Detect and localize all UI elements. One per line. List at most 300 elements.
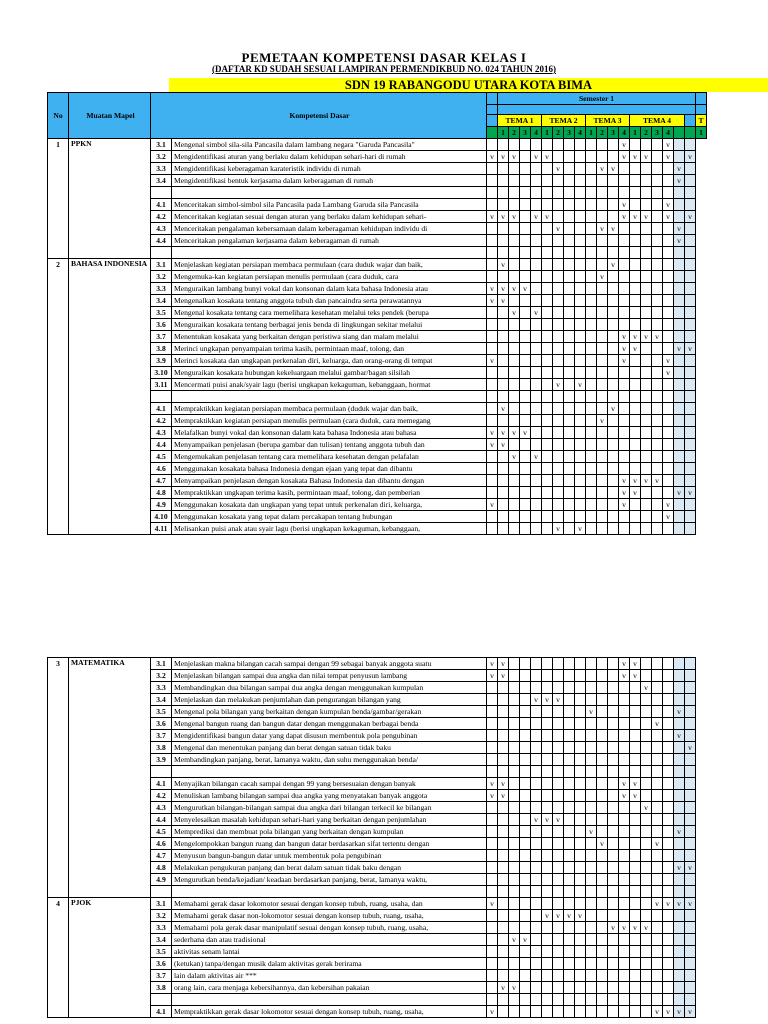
- check-cell: [586, 730, 597, 742]
- check-cell: [498, 802, 509, 814]
- kd-description: Mengemukakan penjelasan tentang cara memelihara kesehatan dengan pelafalan: [172, 451, 487, 463]
- mapping-table-bottom: [47, 657, 696, 1018]
- header-tema1: TEMA 1: [498, 115, 542, 127]
- check-cell: [575, 1006, 586, 1018]
- check-cell: [575, 283, 586, 295]
- check-cell: [641, 259, 652, 271]
- check-cell: [685, 391, 696, 403]
- check-cell: [586, 886, 597, 898]
- header-week-number: 1: [542, 127, 553, 139]
- check-cell: [608, 862, 619, 874]
- check-cell: [641, 319, 652, 331]
- check-cell: [641, 838, 652, 850]
- kd-code: 4.6: [151, 463, 172, 475]
- check-cell: [641, 1006, 652, 1018]
- check-cell: [685, 511, 696, 523]
- check-cell: [498, 694, 509, 706]
- check-cell: [608, 790, 619, 802]
- check-cell: [498, 487, 509, 499]
- check-cell: [608, 451, 619, 463]
- check-cell: [663, 874, 674, 886]
- check-cell: [652, 994, 663, 1006]
- check-cell: [619, 283, 630, 295]
- check-cell: [641, 199, 652, 211]
- check-cell: [564, 778, 575, 790]
- check-cell: [487, 487, 498, 499]
- check-cell: [586, 175, 597, 187]
- kd-description: Menjelaskan bilangan sampai dua angka dan nilai tempat penyusun lambang: [172, 670, 487, 682]
- check-cell: [575, 367, 586, 379]
- kd-description: Membandingkan panjang, berat, lamanya waktu, dan suhu menggunakan benda/: [172, 754, 487, 766]
- check-cell: [619, 163, 630, 175]
- check-cell: [685, 838, 696, 850]
- check-cell: [630, 511, 641, 523]
- check-cell: [553, 199, 564, 211]
- check-cell: [652, 367, 663, 379]
- check-cell: v: [619, 343, 630, 355]
- kd-description: Menggunakan kosakata dan ungkapan yang tepat untuk perkenalan diri, keluarga,: [172, 499, 487, 511]
- check-cell: [630, 802, 641, 814]
- check-cell: [630, 247, 641, 259]
- check-cell: [498, 163, 509, 175]
- check-cell: [597, 862, 608, 874]
- check-cell: [520, 790, 531, 802]
- check-cell: [575, 403, 586, 415]
- check-cell: [509, 175, 520, 187]
- check-cell: [652, 934, 663, 946]
- check-cell: [652, 175, 663, 187]
- check-cell: [597, 790, 608, 802]
- check-cell: [663, 319, 674, 331]
- kd-description: Menjelaskan dan melakukan penjumlahan dan pengurangan bilangan yang: [172, 694, 487, 706]
- check-cell: [685, 718, 696, 730]
- check-cell: [498, 718, 509, 730]
- check-cell: [520, 523, 531, 535]
- check-cell: [564, 451, 575, 463]
- check-cell: [487, 934, 498, 946]
- check-cell: [641, 946, 652, 958]
- check-cell: [685, 463, 696, 475]
- check-cell: [674, 523, 685, 535]
- check-cell: [498, 343, 509, 355]
- check-cell: [630, 463, 641, 475]
- check-cell: [542, 778, 553, 790]
- check-cell: [597, 451, 608, 463]
- check-cell: [685, 223, 696, 235]
- check-cell: [586, 187, 597, 199]
- check-cell: [674, 499, 685, 511]
- header-no: No: [48, 93, 69, 139]
- check-cell: [619, 391, 630, 403]
- check-cell: [542, 271, 553, 283]
- check-cell: [685, 271, 696, 283]
- kd-description: Menuliskan lambang bilangan sampai dua angka yang menyatakan banyak anggota: [172, 790, 487, 802]
- check-cell: [608, 151, 619, 163]
- check-cell: v: [663, 211, 674, 223]
- check-cell: [575, 463, 586, 475]
- check-cell: [619, 730, 630, 742]
- check-cell: [586, 994, 597, 1006]
- check-cell: [597, 850, 608, 862]
- check-cell: [586, 451, 597, 463]
- check-cell: [509, 898, 520, 910]
- check-cell: [564, 850, 575, 862]
- check-cell: [487, 139, 498, 151]
- check-cell: [630, 874, 641, 886]
- check-cell: v: [553, 814, 564, 826]
- check-cell: [509, 754, 520, 766]
- check-cell: [630, 958, 641, 970]
- check-cell: [641, 754, 652, 766]
- check-cell: [520, 487, 531, 499]
- check-cell: v: [641, 475, 652, 487]
- check-cell: [641, 139, 652, 151]
- check-cell: [531, 970, 542, 982]
- check-cell: [564, 487, 575, 499]
- check-cell: [531, 838, 542, 850]
- check-cell: [630, 850, 641, 862]
- kd-code: 3.5: [151, 307, 172, 319]
- check-cell: [498, 754, 509, 766]
- check-cell: [542, 886, 553, 898]
- check-cell: [652, 970, 663, 982]
- check-cell: [597, 886, 608, 898]
- check-cell: [630, 523, 641, 535]
- kd-description: Mempraktikkan gerak dasar lokomotor sesuai dengan konsep tubuh, ruang, usaha,: [172, 1006, 487, 1018]
- check-cell: [630, 838, 641, 850]
- check-cell: [619, 295, 630, 307]
- check-cell: [509, 694, 520, 706]
- kd-description: Memahami gerak dasar non-lokomotor sesuai dengan konsep tubuh, ruang, usaha,: [172, 910, 487, 922]
- check-cell: [663, 331, 674, 343]
- check-cell: [641, 670, 652, 682]
- check-cell: [520, 343, 531, 355]
- check-cell: [641, 187, 652, 199]
- check-cell: [498, 187, 509, 199]
- table-row: [48, 898, 696, 910]
- kd-code: 4.2: [151, 415, 172, 427]
- check-cell: [641, 463, 652, 475]
- check-cell: [553, 415, 564, 427]
- check-cell: [663, 475, 674, 487]
- check-cell: v: [531, 211, 542, 223]
- check-cell: [597, 139, 608, 151]
- check-cell: [630, 970, 641, 982]
- check-cell: [619, 271, 630, 283]
- check-cell: v: [498, 211, 509, 223]
- check-cell: [553, 403, 564, 415]
- check-cell: [531, 355, 542, 367]
- check-cell: [564, 175, 575, 187]
- check-cell: v: [553, 163, 564, 175]
- check-cell: [619, 814, 630, 826]
- check-cell: [619, 802, 630, 814]
- check-cell: [509, 343, 520, 355]
- check-cell: v: [597, 223, 608, 235]
- kd-description: Mengenal dan menentukan panjang dan berat dengan satuan tidak baku: [172, 742, 487, 754]
- check-cell: [685, 958, 696, 970]
- check-cell: [663, 862, 674, 874]
- check-cell: v: [674, 235, 685, 247]
- check-cell: [608, 523, 619, 535]
- check-cell: v: [597, 271, 608, 283]
- check-cell: [531, 367, 542, 379]
- check-cell: v: [619, 211, 630, 223]
- kd-code: 4.5: [151, 826, 172, 838]
- check-cell: [597, 958, 608, 970]
- check-cell: [531, 271, 542, 283]
- check-cell: [663, 910, 674, 922]
- kd-code: 4.3: [151, 427, 172, 439]
- check-cell: [542, 670, 553, 682]
- kd-code: 3.6: [151, 718, 172, 730]
- check-cell: [564, 331, 575, 343]
- check-cell: [542, 427, 553, 439]
- check-cell: [685, 427, 696, 439]
- header-kd: Kompetensi Dasar: [151, 93, 487, 139]
- check-cell: [564, 790, 575, 802]
- kd-description: Memahami gerak dasar lokomotor sesuai dengan konsep tubuh, ruang, usaha, dan: [172, 898, 487, 910]
- check-cell: [509, 355, 520, 367]
- check-cell: [520, 139, 531, 151]
- header-week-number: 1: [630, 127, 641, 139]
- check-cell: v: [619, 922, 630, 934]
- check-cell: v: [674, 826, 685, 838]
- check-cell: [509, 1006, 520, 1018]
- check-cell: [674, 427, 685, 439]
- check-cell: [597, 523, 608, 535]
- check-cell: [586, 259, 597, 271]
- check-cell: v: [685, 151, 696, 163]
- check-cell: [586, 475, 597, 487]
- check-cell: [597, 802, 608, 814]
- kd-code: 4.4: [151, 439, 172, 451]
- check-cell: [509, 682, 520, 694]
- check-cell: [531, 187, 542, 199]
- check-cell: [652, 802, 663, 814]
- check-cell: [674, 946, 685, 958]
- check-cell: [520, 307, 531, 319]
- check-cell: [674, 994, 685, 1006]
- check-cell: [608, 682, 619, 694]
- header-tema4: TEMA 4: [630, 115, 685, 127]
- check-cell: [608, 718, 619, 730]
- check-cell: [487, 175, 498, 187]
- kd-code: 3.3: [151, 163, 172, 175]
- kd-code: [151, 187, 172, 199]
- check-cell: [509, 814, 520, 826]
- check-cell: [586, 682, 597, 694]
- check-cell: [652, 163, 663, 175]
- check-cell: [542, 307, 553, 319]
- check-cell: [597, 319, 608, 331]
- check-cell: v: [509, 982, 520, 994]
- check-cell: v: [487, 355, 498, 367]
- kd-description: Memprediksi dan membuat pola bilangan yang berkaitan dengan kumpulan: [172, 826, 487, 838]
- check-cell: [641, 706, 652, 718]
- check-cell: [542, 235, 553, 247]
- check-cell: [641, 826, 652, 838]
- check-cell: [564, 934, 575, 946]
- check-cell: [498, 910, 509, 922]
- check-cell: [542, 802, 553, 814]
- check-cell: [597, 331, 608, 343]
- check-cell: [487, 163, 498, 175]
- check-cell: [663, 766, 674, 778]
- check-cell: [630, 235, 641, 247]
- check-cell: [685, 814, 696, 826]
- kd-code: [151, 391, 172, 403]
- check-cell: [564, 271, 575, 283]
- check-cell: [564, 682, 575, 694]
- kd-description: Mengenalkan kosakata tentang anggota tubuh dan pancaindra serta perawatannya: [172, 295, 487, 307]
- check-cell: [652, 283, 663, 295]
- check-cell: [542, 742, 553, 754]
- check-cell: [630, 355, 641, 367]
- check-cell: [630, 982, 641, 994]
- check-cell: [553, 235, 564, 247]
- check-cell: [575, 343, 586, 355]
- check-cell: [608, 391, 619, 403]
- kd-code: 3.4: [151, 694, 172, 706]
- check-cell: [564, 379, 575, 391]
- check-cell: [575, 706, 586, 718]
- check-cell: [663, 451, 674, 463]
- check-cell: [520, 463, 531, 475]
- check-cell: [509, 463, 520, 475]
- check-cell: [663, 778, 674, 790]
- check-cell: [553, 307, 564, 319]
- check-cell: v: [487, 295, 498, 307]
- check-cell: [520, 850, 531, 862]
- check-cell: [575, 982, 586, 994]
- check-cell: [498, 235, 509, 247]
- check-cell: [630, 163, 641, 175]
- check-cell: [498, 886, 509, 898]
- check-cell: [520, 886, 531, 898]
- check-cell: [575, 934, 586, 946]
- check-cell: [630, 367, 641, 379]
- check-cell: [509, 730, 520, 742]
- check-cell: [553, 463, 564, 475]
- check-cell: [663, 970, 674, 982]
- check-cell: [652, 223, 663, 235]
- check-cell: v: [597, 415, 608, 427]
- check-cell: [520, 151, 531, 163]
- check-cell: [542, 499, 553, 511]
- mapping-table-top: [47, 92, 707, 535]
- kd-description: Mengidentifikasi keberagaman karateristik individu di rumah: [172, 163, 487, 175]
- check-cell: [542, 511, 553, 523]
- check-cell: [663, 307, 674, 319]
- check-cell: [608, 331, 619, 343]
- check-cell: [509, 487, 520, 499]
- check-cell: [652, 295, 663, 307]
- check-cell: [575, 487, 586, 499]
- check-cell: v: [520, 934, 531, 946]
- check-cell: [663, 283, 674, 295]
- kd-code: 3.7: [151, 730, 172, 742]
- check-cell: [597, 151, 608, 163]
- check-cell: v: [641, 331, 652, 343]
- check-cell: [553, 487, 564, 499]
- check-cell: [674, 211, 685, 223]
- check-cell: [630, 754, 641, 766]
- check-cell: [531, 379, 542, 391]
- check-cell: [487, 802, 498, 814]
- check-cell: [652, 151, 663, 163]
- check-cell: [498, 451, 509, 463]
- check-cell: [652, 403, 663, 415]
- check-cell: [630, 403, 641, 415]
- check-cell: [641, 718, 652, 730]
- check-cell: [652, 658, 663, 670]
- check-cell: [685, 247, 696, 259]
- check-cell: [641, 343, 652, 355]
- check-cell: v: [487, 439, 498, 451]
- check-cell: [575, 826, 586, 838]
- check-cell: [553, 838, 564, 850]
- check-cell: [597, 658, 608, 670]
- check-cell: [685, 307, 696, 319]
- check-cell: [652, 874, 663, 886]
- check-cell: [509, 271, 520, 283]
- header-week-number: 3: [564, 127, 575, 139]
- check-cell: [553, 706, 564, 718]
- kd-description: [172, 247, 487, 259]
- check-cell: [509, 946, 520, 958]
- check-cell: [674, 451, 685, 463]
- check-cell: [608, 427, 619, 439]
- check-cell: [542, 523, 553, 535]
- check-cell: [641, 499, 652, 511]
- kd-description: Mengemuka-kan kegiatan persiapan menulis permulaan (cara duduk, cara: [172, 271, 487, 283]
- kd-description: [172, 187, 487, 199]
- check-cell: [509, 778, 520, 790]
- check-cell: [564, 343, 575, 355]
- check-cell: [608, 271, 619, 283]
- check-cell: [575, 175, 586, 187]
- page-title: PEMETAAN KOMPETENSI DASAR KELAS I: [241, 50, 527, 65]
- header-week-number: 4: [663, 127, 674, 139]
- check-cell: [564, 235, 575, 247]
- check-cell: [641, 391, 652, 403]
- check-cell: [531, 487, 542, 499]
- check-cell: [520, 235, 531, 247]
- check-cell: [520, 718, 531, 730]
- check-cell: [564, 499, 575, 511]
- check-cell: [531, 826, 542, 838]
- check-cell: [498, 850, 509, 862]
- check-cell: [575, 247, 586, 259]
- check-cell: [608, 802, 619, 814]
- check-cell: v: [498, 151, 509, 163]
- check-cell: [520, 682, 531, 694]
- kd-code: 3.9: [151, 355, 172, 367]
- check-cell: [586, 778, 597, 790]
- header-week-number: 4: [531, 127, 542, 139]
- check-cell: v: [509, 307, 520, 319]
- check-cell: [586, 670, 597, 682]
- check-cell: v: [652, 838, 663, 850]
- check-cell: [641, 886, 652, 898]
- check-cell: [553, 742, 564, 754]
- check-cell: [685, 451, 696, 463]
- check-cell: [685, 139, 696, 151]
- check-cell: [498, 730, 509, 742]
- check-cell: [674, 307, 685, 319]
- check-cell: [586, 982, 597, 994]
